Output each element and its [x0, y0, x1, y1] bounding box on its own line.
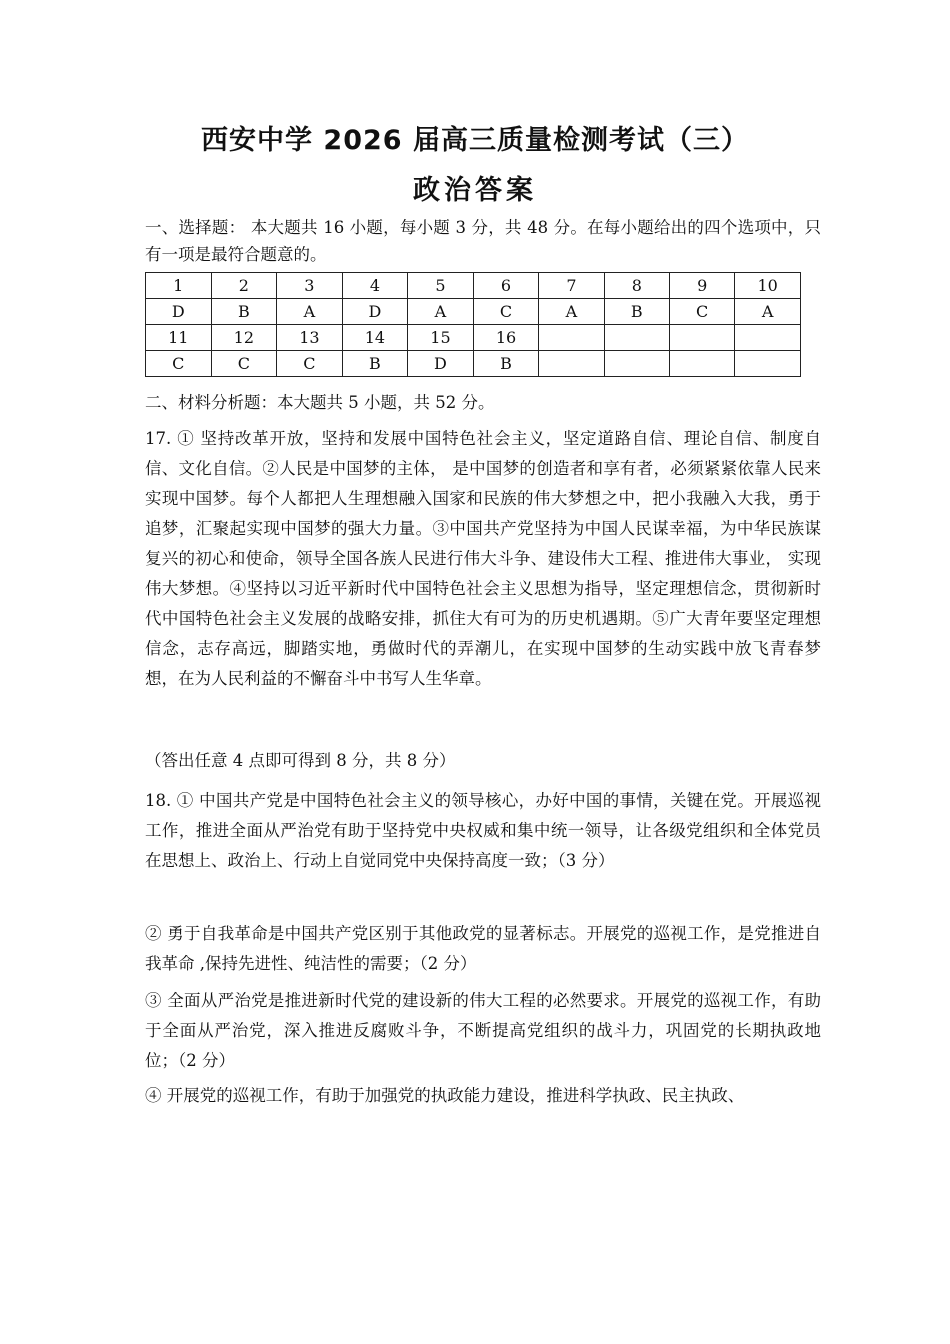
question-18-point-1: 18. ① 中国共产党是中国特色社会主义的领导核心，办好中国的事情，关键在党。开展巡视工作，推进全面从严治党有助于坚持党中央权威和集中统一领导，让各级党组织和全体党员在思想上、政治上、行动上自觉同党中央保持高度一致；（3 分） [145, 791, 821, 870]
page-subtitle: 政治答案 [413, 175, 537, 206]
answer-cell [669, 351, 734, 377]
answer-cell: B [604, 299, 669, 325]
answer-cell: D [146, 299, 212, 325]
question-number-cell [735, 325, 801, 351]
answer-cell: C [211, 351, 277, 377]
answer-cell: D [408, 351, 474, 377]
answer-cell [604, 351, 669, 377]
answer-cell: B [473, 351, 539, 377]
question-number-cell: 1 [146, 273, 212, 299]
question-number-cell [604, 325, 669, 351]
answer-cell: C [473, 299, 539, 325]
question-number-cell: 15 [408, 325, 474, 351]
answer-cell: A [735, 299, 801, 325]
question-number-cell [539, 325, 604, 351]
answer-letter-row [146, 299, 801, 325]
question-number-cell: 4 [342, 273, 408, 299]
answer-cell: D [342, 299, 408, 325]
question-number-cell [669, 325, 734, 351]
question-number-row [146, 325, 801, 351]
question-17-scoring-note: （答出任意 4 点即可得到 8 分，共 8 分） [145, 751, 456, 770]
section1-heading: 一、选择题： 本大题共 16 小题，每小题 3 分，共 48 分。在每小题给出的四个选项中，只有一项是最符合题意的。 [145, 218, 821, 264]
answer-cell: C [669, 299, 734, 325]
question-18-point-3: ③ 全面从严治党是推进新时代党的建设新的伟大工程的必然要求。开展党的巡视工作，有助于全面从严治党，深入推进反腐败斗争，不断提高党组织的战斗力，巩固党的长期执政地位；（2 分） [145, 991, 821, 1070]
question-18-point-2: ② 勇于自我革命是中国共产党区别于其他政党的显著标志。开展党的巡视工作，是党推进自我革命 ,保持先进性、纯洁性的需要；（2 分） [145, 924, 821, 973]
question-number-cell: 3 [277, 273, 343, 299]
question-number-row [146, 273, 801, 299]
question-number-cell: 2 [211, 273, 277, 299]
question-number-cell: 7 [539, 273, 604, 299]
answer-cell: A [408, 299, 474, 325]
question-number-cell: 9 [669, 273, 734, 299]
answer-cell: B [342, 351, 408, 377]
section2-heading: 二、材料分析题：本大题共 5 小题，共 52 分。 [145, 393, 495, 412]
answer-cell [735, 351, 801, 377]
answer-cell: A [277, 299, 343, 325]
question-number-cell: 8 [604, 273, 669, 299]
answer-cell: C [146, 351, 212, 377]
page-title: 西安中学 2026 届高三质量检测考试（三） [201, 125, 749, 156]
question-number-cell: 13 [277, 325, 343, 351]
answer-letter-row [146, 351, 801, 377]
question-number-cell: 14 [342, 325, 408, 351]
answer-cell: B [211, 299, 277, 325]
question-number-cell: 10 [735, 273, 801, 299]
question-17-answer: 17. ① 坚持改革开放，坚持和发展中国特色社会主义，坚定道路自信、理论自信、制度自信、文化自信。②人民是中国梦的主体， 是中国梦的创造者和享有者，必须紧紧依靠人民来实现中国梦。每个人都把人生理想融入国家和民族的伟大梦想之中，把小我融入大我，勇于追梦，汇聚起实现中国梦的强大力量。③中国共产党坚持为中国人民谋幸福，为中华民族谋复兴的初心和使命，领导全国各族人民进行伟大斗争、建设伟大工程、推进伟大事业， 实现伟大梦想。④坚持以习近平新时代中国特色社会主义思想为指导，坚定理想信念，贯彻新时代中国特色社会主义发展的战略安排，抓住大有可为的历史机遇期。⑤广大青年要坚定理想信念，志存高远，脚踏实地，勇做时代的弄潮儿，在实现中国梦的生动实践中放飞青春梦想，在为人民利益的不懈奋斗中书写人生华章。 [145, 429, 821, 688]
question-number-cell: 5 [408, 273, 474, 299]
question-18-point-4: ④ 开展党的巡视工作，有助于加强党的执政能力建设，推进科学执政、民主执政、 [145, 1086, 745, 1105]
question-number-cell: 11 [146, 325, 212, 351]
answer-cell: A [539, 299, 604, 325]
answer-cell [539, 351, 604, 377]
question-number-cell: 12 [211, 325, 277, 351]
question-number-cell: 6 [473, 273, 539, 299]
question-number-cell: 16 [473, 325, 539, 351]
answer-table [145, 272, 801, 377]
answer-cell: C [277, 351, 343, 377]
